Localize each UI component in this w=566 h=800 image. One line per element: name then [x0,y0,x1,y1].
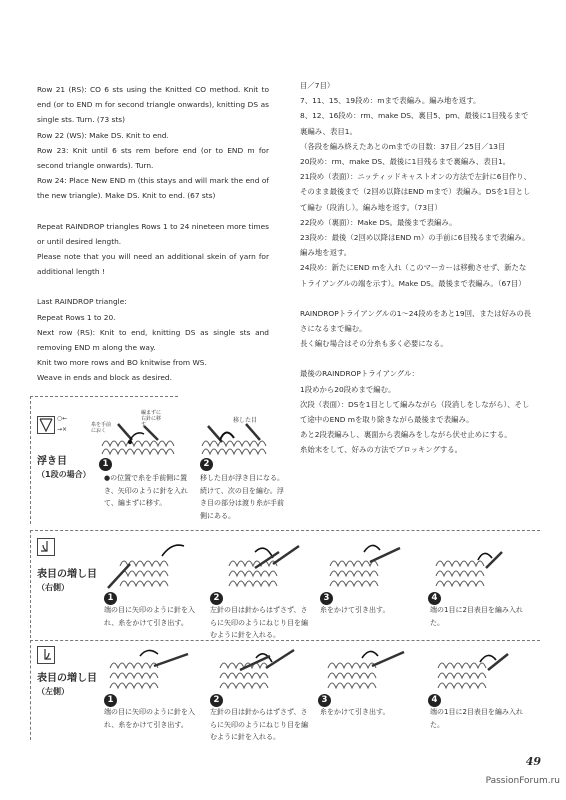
increase-right-symbol-icon [37,538,55,556]
inc-right-step-3-caption: 糸をかけて引き出す。 [320,606,390,614]
inc-left-step-number-1: 1 [104,694,117,707]
japanese-instructions [300,78,532,458]
inc-right-step-4-caption: 端の1目に2目表目を編み入れた。 [430,606,523,627]
english-line: Row 24: Place New END m (this stays and will mark the end of the new triangle). Make DS. Knit to end. (67 sts) [37,176,269,201]
english-line: Knit two more rows and BO knitwise from WS. [37,358,207,368]
label-yarn-front: 糸を手前におく [91,422,112,434]
increase-left-illustration-4 [430,644,514,692]
section-divider-middle [30,530,540,531]
inc-right-step-1-caption: 端の目に矢印のように針を入れ、糸をかけて引き出す。 [104,606,195,627]
increase-right-illustration-3 [320,538,410,590]
japanese-line: 20段め：rm、make DS、最後に1目残るまで裏編み、表目1。 [300,157,511,167]
inc-left-step-1-caption: 端の目に矢印のように針を入れ、糸をかけて引き出す。 [104,708,195,729]
step-number-2: 2 [200,458,213,471]
slip-stitch-symbol-icon [37,416,55,434]
english-line: Repeat Rows 1 to 20. [37,312,116,322]
increase-left-symbol-icon [37,646,55,664]
paragraph-gap [300,351,532,366]
japanese-line: 次段（表面）：DSを1目として編みながら（段消しをしながら）、そして途中のEND mを取り除きながら最後まで表編み。 [300,399,530,425]
japanese-line: 長く編む場合はその分糸も多く必要になる。 [300,339,448,349]
slip-step-1-caption: ●の位置で糸を手前側に置き、矢印のように針を入れて、編まずに移す。 [104,474,188,507]
section-divider-left [30,396,31,524]
slip-stitch-illustration-1 [100,420,182,456]
japanese-line: 目／7目） [300,81,335,90]
section-divider-left-2 [30,530,31,638]
inc-left-step-number-2: 2 [210,694,223,707]
english-line: Row 23: Knit until 6 sts rem before end (or to END m for second triangle onwards). Turn. [37,145,269,171]
japanese-line: 24段め：新たにEND mを入れ（このマーカーは移動させず、新たなトライアングルの端を示す）。Make DS。最後まで表編み。（67目） [300,263,527,288]
arrow-mark-back: →× [57,426,68,433]
japanese-line: 最後のRAINDROPトライアングル： [300,369,419,379]
japanese-line: （各段を編み終えたあとのmまでの目数：37目／25目／13目 [300,141,506,151]
japanese-line: 22段め（裏面）：Make DS。最後まで表編み。 [300,217,457,227]
step-number-1: 1 [99,458,112,471]
inc-left-step-3-caption: 糸をかけて引き出す。 [320,708,390,716]
japanese-line: 8、12、16段め：rm、make DS、裏目5、pm、最後に1目残るまで裏編み、表目1。 [300,111,529,136]
slip-step-2-caption: 移した目が浮き目になる。続けて、次の目を編む。浮き目の部分は渡り糸が手前側にある。 [200,474,284,520]
increase-left-title: 表目の増し目 [37,673,97,684]
english-line: Repeat RAINDROP triangles Rows 1 to 24 nineteen more times or until desired length. [37,221,269,246]
increase-left-illustration-2 [210,644,302,692]
inc-left-step-number-3: 3 [318,694,331,707]
inc-left-step-2-caption: 左針の目は針からはずさず、さらに矢印のようにねじり目を編むように針を入れる。 [210,708,308,741]
section-divider-bottom [30,640,540,641]
increase-right-subtitle: （右側） [37,583,69,592]
increase-left-illustration-3 [318,644,410,692]
inc-left-step-number-4: 4 [428,694,441,707]
japanese-line: 糸始末をして、好みの方法でブロッキングする。 [300,445,463,455]
english-line: Next row (RS): Knit to end, knitting DS as single sts and removing END m along the way. [37,327,269,353]
section-divider-left-3 [30,640,31,740]
inc-right-step-2-caption: 左針の目は針からはずさず、さらに矢印のようにねじり目を編むように針を入れる。 [210,606,308,639]
japanese-line: 1段めから20段めまで編む。 [300,384,396,394]
section-divider-top [30,396,178,397]
english-line: Last RAINDROP triangle: [37,297,127,307]
label-slip-without-knitting: 編まずに右針に移す [141,410,162,428]
paragraph-gap [300,291,532,306]
japanese-line: RAINDROPトライアングルの1～24段めをあと19回、または好みの長さになるまで編む。 [300,308,532,334]
increase-right-illustration-4 [430,538,510,590]
japanese-line: 23段め：最後（2回め以降はEND m）の手前に6目残るまで表編み。編み地を返す。 [300,233,530,258]
japanese-line: あと2段表編みし、裏面から表編みをしながら伏せ止めにする。 [300,430,512,440]
japanese-line: 21段め（表面）：ニッティッドキャストオンの方法で左針に6目作り、そのまま最後まで（2回め以降はEND mまで）表編み。DSを1目として編む（段消し）。編み地を返す。（73目） [300,172,532,212]
inc-left-step-4-caption: 端の1目に2目表目を編み入れた。 [430,708,523,729]
slip-stitch-subtitle: （1段の場合） [37,470,91,479]
inc-right-step-number-1: 1 [104,592,117,605]
label-slipped-stitch: 移した目 [233,417,258,424]
english-line: Please note that you will need an additional skein of yarn for additional length ! [37,252,269,277]
watermark: PassionForum.ru [485,776,560,786]
increase-right-title: 表目の増し目 [37,569,97,580]
page-number: 49 [525,755,541,768]
inc-right-step-number-2: 2 [210,592,223,605]
increase-left-subtitle: （左側） [37,687,69,696]
increase-right-illustration-2 [215,538,305,590]
english-line: Weave in ends and block as desired. [37,373,172,383]
japanese-line: 7、11、15、19段め：mまで表編み。編み地を返す。 [300,96,481,106]
english-line: Row 22 (WS): Make DS. Knit to end. [37,130,169,140]
arrow-mark-front: ○← [57,415,68,422]
english-instructions [37,82,269,386]
slip-stitch-title: 浮き目 [37,456,67,467]
increase-left-illustration-1 [100,644,192,692]
increase-right-illustration-1 [100,538,190,590]
paragraph-gap [37,204,269,219]
inc-right-step-number-3: 3 [320,592,333,605]
inc-right-step-number-4: 4 [428,592,441,605]
english-line: Row 21 (RS): CO 6 sts using the Knitted CO method. Knit to end (or to END m for second triangle onwards), knitting DS as single sts. Turn. (73 sts) [37,85,269,125]
paragraph-gap [37,279,269,294]
slip-stitch-illustration-2 [200,417,278,456]
